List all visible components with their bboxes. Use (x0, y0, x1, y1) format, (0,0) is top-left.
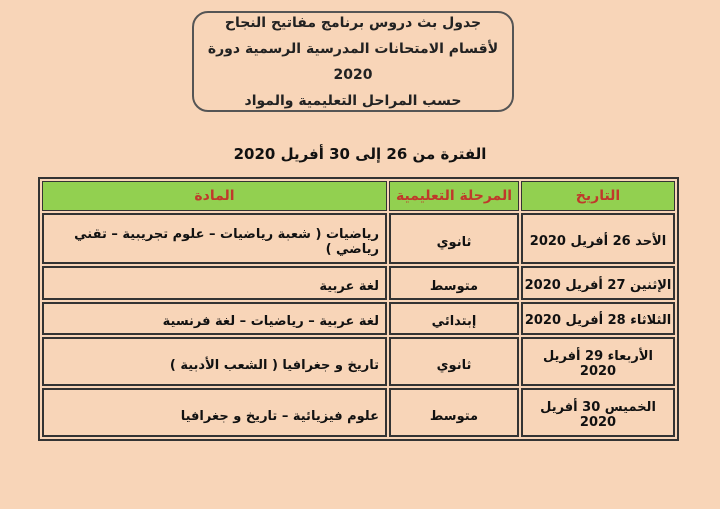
table-header-row (42, 181, 675, 211)
table-row (42, 266, 675, 299)
header-level: المرحلة التعليمية (389, 181, 519, 211)
row-date: الثلاثاء 28 أفريل 2020 (521, 302, 675, 335)
title-line-3: حسب المراحل التعليمية والمواد (244, 92, 462, 109)
row-date: الأحد 26 أفريل 2020 (521, 213, 675, 264)
table-row (42, 213, 675, 264)
title-line-1: جدول بث دروس برنامج مفاتيح النجاح (224, 14, 482, 31)
row-level: إبتدائي (389, 302, 519, 335)
header-subject: المادة (42, 181, 387, 211)
table-row (42, 302, 675, 335)
row-level: متوسط (389, 388, 519, 437)
title-line-2: لأقسام الامتحانات المدرسية الرسمية دورة 2020 (207, 40, 499, 83)
row-level: ثانوي (389, 337, 519, 386)
period-heading: الفترة من 26 إلى 30 أفريل 2020 (233, 145, 487, 163)
row-subject: رياضيات ( شعبة رياضيات – علوم تجريبية – تقني رياضي ) (42, 213, 387, 264)
row-level: ثانوي (389, 213, 519, 264)
row-date: الأربعاء 29 أفريل 2020 (521, 337, 675, 386)
table-row (42, 388, 675, 437)
row-subject: لغة عربية (42, 266, 387, 299)
row-date: الإثنين 27 أفريل 2020 (521, 266, 675, 299)
title-box (192, 11, 514, 112)
row-level: متوسط (389, 266, 519, 299)
header-date: التاريخ (521, 181, 675, 211)
row-subject: لغة عربية – رياضيات – لغة فرنسية (42, 302, 387, 335)
row-date: الخميس 30 أفريل 2020 (521, 388, 675, 437)
table-row (42, 337, 675, 386)
row-subject: تاريخ و جغرافيا ( الشعب الأدبية ) (42, 337, 387, 386)
schedule-table (38, 177, 679, 441)
row-subject: علوم فيزيائية – تاريخ و جغرافيا (42, 388, 387, 437)
